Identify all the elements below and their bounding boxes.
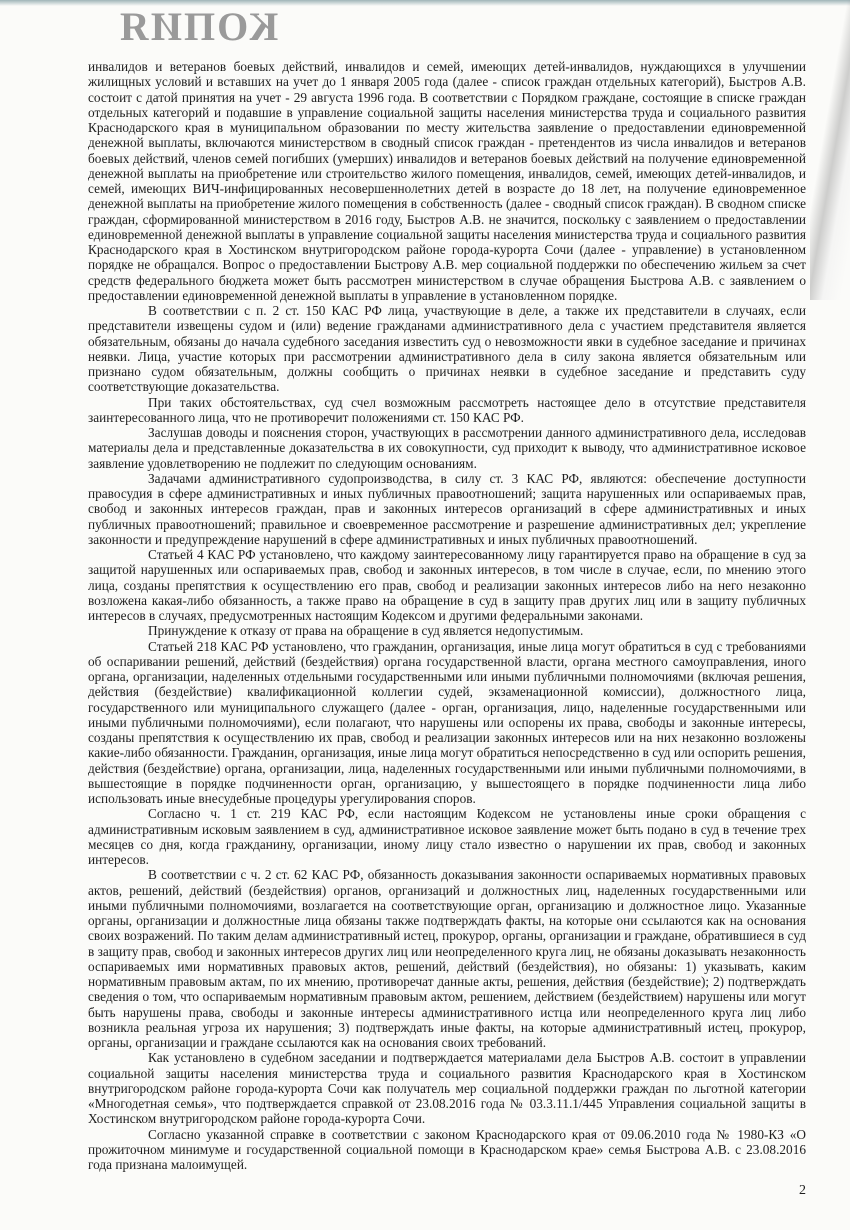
paragraph: Согласно указанной справке в соответствии с законом Краснодарского края от 09.06.2010 года № 1980-КЗ «О прожиточном минимуме и государственной социальной помощи в Краснодарском крае» семья Быстрова А.В. с 23.08.2016 года признана малоимущей. — [88, 1126, 806, 1172]
document-body — [88, 59, 806, 1172]
paragraph: Как установлено в судебном заседании и подтверждается материалами дела Быстров А.В. состоит в управлении социальной защиты населения министерства труда и социального развития Краснодарского края в Хостинском внутригородском районе города-курорта Сочи как получатель мер социальной поддержки граждан по льготной категории «Многодетная семья», что подтверждается справкой от 23.08.2016 года № 03.3.11.1/445 Управления социальной защиты в Хостинском внутригородском районе города-курорта Сочи. — [88, 1050, 806, 1127]
paragraph: Статьей 4 КАС РФ установлено, что каждому заинтересованному лицу гарантируется право на обращение в суд за защитой нарушенных или оспариваемых прав, свобод и законных интересов, в том числе в случае, если, по мнению этого лица, созданы препятствия к осуществлению его прав, свобод и реализации законных интересов либо на него незаконно возложена какая-либо обязанность, а также право на обращение в суд в защиту прав других лиц или в защиту публичных интересов в случаях, предусмотренных настоящим Кодексом и другими федеральными законами. — [88, 547, 806, 623]
page-number: 2 — [799, 1183, 806, 1199]
paragraph: При таких обстоятельствах, суд счел возможным рассмотреть настоящее дело в отсутствие представителя заинтересованного лица, что не противоречит положениями ст. 150 КАС РФ. — [88, 394, 806, 425]
paragraph: В соответствии с ч. 2 ст. 62 КАС РФ, обязанность доказывания законности оспариваемых нормативных правовых актов, решений, действий (бездействия) органов, организаций и должностных лиц, наделенных государственными или иными публичными полномочиями, возлагается на соответствующие орган, организацию и должностное лицо. Указанные органы, организации и должностные лица обязаны также подтверждать факты, на которые они ссылаются как на основания своих возражений. По таким делам административный истец, прокурор, органы, организации и граждане, обратившиеся в суд в защиту прав, свобод и законных интересов других лиц или неопределенного круга лиц, не обязаны доказывать незаконность оспариваемых ими нормативных правовых актов, решений, действий (бездействия), но обязаны: 1) указывать, каким нормативным правовым актам, по их мнению, противоречат данные акты, решения, действия (бездействие); 2) подтверждать сведения о том, что оспариваемым нормативным правовым актом, решением, действием (бездействием) нарушены или могут быть нарушены права, свободы и законные интересы административного истца или неопределенного круга лиц либо возникла реальная угроза их нарушения; 3) подтверждать иные факты, на которые административный истец, прокурор, органы, организации и граждане ссылаются как на основания своих требований. — [88, 867, 806, 1050]
paragraph: инвалидов и ветеранов боевых действий, инвалидов и семей, имеющих детей-инвалидов, нуждающихся в улучшении жилищных условий и вставших на учет до 1 января 2005 года (далее - список граждан отдельных категорий), Быстров А.В. состоит с датой принятия на учет - 29 августа 1996 года. В соответствии с Порядком граждане, состоящие в списке граждан отдельных категорий и подавшие в управление социальной защиты населения министерства труда и социального развития Краснодарского края в муниципальном образовании по месту жительства заявление о предоставлении единовременной денежной выплаты, включаются министерством в сводный список граждан - претендентов из числа инвалидов и ветеранов боевых действий, членов семей погибших (умерших) инвалидов и ветеранов боевых действий на получение единовременной денежной выплаты на приобретение или строительство жилого помещения, инвалидов, семей, имеющих детей-инвалидов, и семей, имеющих ВИЧ-инфицированных несовершеннолетних детей в возрасте до 18 лет, на получение единовременное денежной выплаты на приобретение жилого помещения в собственность (далее - сводный список граждан). В сводном списке граждан, сформированной министерством в 2016 году, Быстров А.В. не значится, поскольку с заявлением о предоставлении единовременной денежной выплаты в управление социальной защиты населения министерства труда и социального развития Краснодарского края в Хостинском внутригородском районе города-курорта Сочи (далее - управление) в установленном порядке не обращался. Вопрос о предоставлении Быстрову А.В. мер социальной поддержки по обеспечению жильем за счет средств федерального бюджета может быть рассмотрен министерством в случае обращения Быстрова А.В. с заявлением о предоставлении единовременной денежной выплаты в управление в установленном порядке. — [88, 59, 806, 303]
paragraph: Согласно ч. 1 ст. 219 КАС РФ, если настоящим Кодексом не установлены иные сроки обращения с административным исковым заявлением в суд, административное исковое заявление может быть подано в суд в течение трех месяцев со дня, когда гражданину, организации, иному лицу стало известно о нарушении их прав, свобод и законных интересов. — [88, 806, 806, 867]
paragraph: Заслушав доводы и пояснения сторон, участвующих в рассмотрении данного административного дела, исследовав материалы дела и представленные доказательства в их совокупности, суд приходит к выводу, что административное исковое заявление удовлетворению не подлежит по следующим основаниям. — [88, 425, 806, 471]
paragraph: Задачами административного судопроизводства, в силу ст. 3 КАС РФ, являются: обеспечение доступности правосудия в сфере административных и иных публичных правоотношений; защита нарушенных или оспариваемых прав, свобод и законных интересов граждан, прав и законных интересов организаций в сфере административных и иных публичных правоотношений; правильное и своевременное рассмотрение и разрешение административных дел; укрепление законности и предупреждение нарушений в сфере административных и иных публичных правоотношений. — [88, 470, 806, 547]
paragraph: Статьей 218 КАС РФ установлено, что гражданин, организация, иные лица могут обратиться в суд с требованиями об оспаривании решений, действий (бездействия) органа государственной власти, органа местного самоуправления, иного органа, организации, наделенных отдельными государственными или иными публичными полномочиями (включая решения, действия (бездействие) квалификационной коллегии судей, экзаменационной комиссии), должностного лица, государственного или муниципального служащего (далее - орган, организация, лицо, наделенные государственными или иными публичными полномочиями), если полагают, что нарушены или оспорены их права, свободы и законные интересы, созданы препятствия к осуществлению их прав, свобод и реализации законных интересов или на них незаконно возложены какие-либо обязанности. Гражданин, организация, иные лица могут обратиться непосредственно в суд или оспорить решения, действия (бездействие) органа, организации, лица, наделенных государственными или иными публичными полномочиями, в вышестоящие в порядке подчиненности орган, организацию, у вышестоящего в порядке подчиненности лица либо использовать иные внесудебные процедуры урегулирования споров. — [88, 638, 806, 806]
paper-fold-shadow — [810, 0, 850, 300]
paragraph: Принуждение к отказу от права на обращение в суд является недопустимым. — [148, 623, 584, 639]
copy-stamp: КОПИЯ — [118, 4, 279, 49]
paragraph: В соответствии с п. 2 ст. 150 КАС РФ лица, участвующие в деле, а также их представители в случаях, если представители извещены судом и (или) ведение гражданами административного дела с участием представителя является обязательным, обязаны до начала судебного заседания известить суд о невозможности явки в судебное заседание и причинах неявки. Лица, участие которых при рассмотрении административного дела в силу закона является обязательным или признано судом обязательным, должны сообщить о причинах неявки в судебное заседание и представить суду соответствующие доказательства. — [88, 303, 806, 395]
